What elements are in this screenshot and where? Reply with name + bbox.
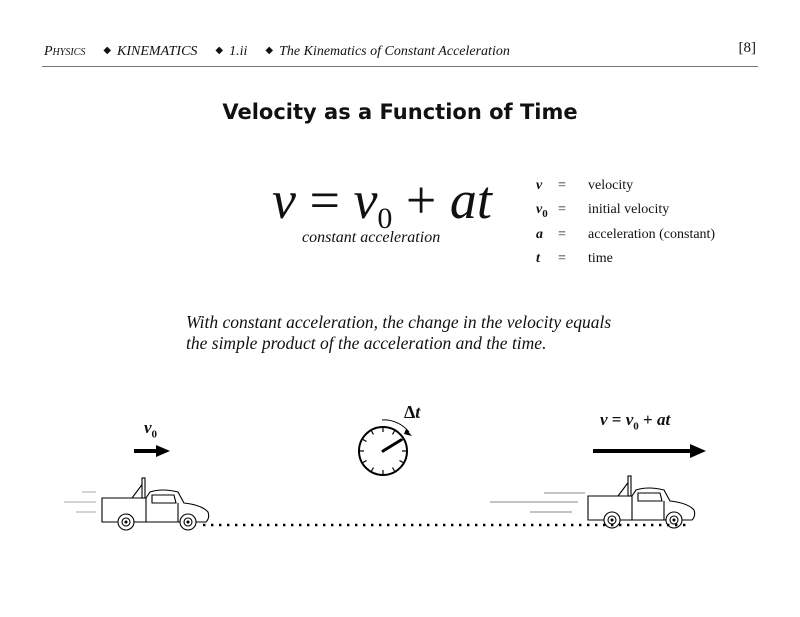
stopwatch-icon	[359, 420, 412, 475]
diamond-separator-icon: ◆	[215, 45, 224, 56]
equation-caption: constant acceleration	[302, 229, 441, 246]
final-velocity-label: $v = v_0$ + at	[600, 410, 671, 433]
eq-rhs: at	[449, 170, 492, 230]
motion-lines-left-icon	[64, 492, 96, 512]
final-velocity-arrow-icon	[593, 444, 706, 458]
motion-lines-right-icon	[490, 493, 585, 512]
page-title: Velocity as a Function of Time	[222, 100, 578, 124]
breadcrumb-topic: The Kinematics of Constant Acceleration	[279, 44, 510, 59]
breadcrumb-section: 1.ii	[229, 44, 248, 59]
description-text: With constant acceleration, the change in the velocity equals the simple product of the acceleration and the time.	[186, 312, 612, 353]
breadcrumb-subject: Physics	[44, 44, 86, 59]
legend-row: v = velocity	[536, 178, 634, 193]
eq-plus: +	[405, 170, 437, 230]
initial-velocity-label: $v_0$	[144, 418, 158, 441]
legend-row: $v_0$ = initial velocity	[536, 202, 670, 221]
delta-t-label: Δt	[404, 402, 421, 422]
eq-v0: $v_0$	[353, 170, 393, 235]
diamond-separator-icon: ◆	[265, 45, 274, 56]
truck-initial-icon	[102, 478, 209, 530]
diamond-separator-icon: ◆	[103, 45, 112, 56]
eq-equals: =	[309, 170, 340, 230]
truck-final-icon	[588, 476, 695, 528]
legend-row: a = acceleration (constant)	[536, 226, 716, 242]
page-number: [8]	[738, 40, 756, 56]
initial-velocity-arrow-icon	[134, 445, 170, 457]
legend-row: t = time	[536, 250, 613, 266]
breadcrumb-chapter: KINEMATICS	[117, 44, 198, 59]
eq-lhs: v	[272, 170, 296, 230]
